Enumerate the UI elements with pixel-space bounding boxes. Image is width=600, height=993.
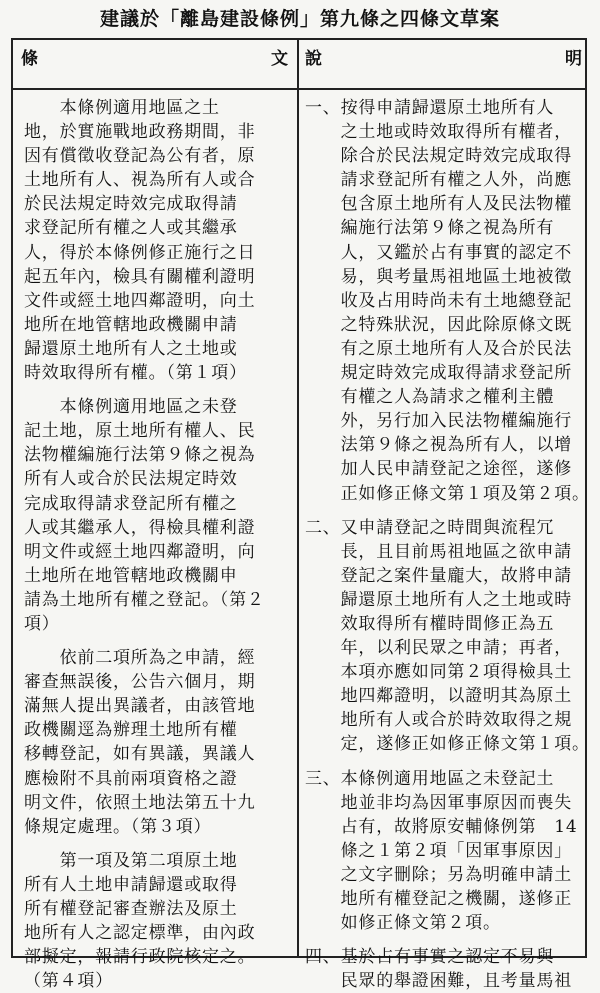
explanation-line: 地四鄰證明，以證明其為原土: [305, 686, 572, 707]
article-line: 明文件或經土地四鄰證明，向: [24, 541, 256, 562]
article-line: 明文件，依照土地法第五十九: [24, 792, 256, 813]
header-text: 文: [271, 49, 288, 69]
explanation-line: 歸還原土地所有人之土地或時: [305, 589, 572, 610]
article-line: 第一項及第二項原土地: [24, 850, 238, 871]
article-paragraph: [24, 395, 292, 636]
explanation-line: 除合於民法規定時效完成取得: [305, 146, 572, 167]
article-line: 地，於實施戰地政務期間，非: [24, 122, 256, 143]
explanation-line: 地所有權登記之機關，遂修正: [305, 889, 572, 909]
article-line: 條規定處理。（第３項）: [24, 816, 212, 837]
explanation-line: 長，且目前馬祖地區之欲申請: [305, 541, 572, 562]
article-line: 所有人土地申請歸還或取得: [24, 874, 238, 895]
explanation-line: 之文字刪除；另為明確申請土: [305, 864, 572, 885]
explanation-line: 定，遂修正如修正條文第１項。: [305, 734, 590, 755]
explanation-line: 地並非均為因軍事原因而喪失: [305, 792, 572, 813]
article-line: 本條例適用地區之土: [24, 98, 220, 118]
explanation-line: 本項亦應如同第２項得檢具土: [305, 662, 572, 683]
explanation-line: 年，以利民眾之申請；再者，: [305, 638, 572, 659]
explanation-line: 收及占用時尚未有土地總登記: [305, 290, 572, 311]
explanation-line: 三、本條例適用地區之未登記土: [305, 768, 555, 789]
explanation-line: 法第９條之視為所有人，以增: [305, 435, 572, 456]
article-line: 人，得於本條例修正施行之日: [24, 242, 256, 263]
explanation-item: [305, 516, 590, 757]
explanation-item: [305, 945, 585, 993]
explanation-line: 四、基於占有事實之認定不易與: [305, 947, 555, 968]
explanation-line: 易，與考量馬祖地區土地被徵: [305, 266, 572, 287]
explanation-line: 有之原土地所有人及合於民法: [305, 338, 572, 359]
article-text-column: [24, 96, 292, 993]
explanation-line: 條之１第２項「因軍事原因」: [305, 840, 572, 861]
article-paragraph: [24, 646, 292, 839]
article-line: 請為土地所有權之登記。（第２: [24, 589, 265, 610]
header-ming: 明: [565, 49, 582, 69]
article-line: 政機關逕為辦理土地所有權: [24, 720, 238, 741]
explanation-line: 外，另行加入民法物權編施行: [305, 411, 572, 432]
explanation-line: 有權之人為請求之權利主體: [305, 387, 555, 408]
article-line: 項）: [24, 613, 60, 634]
explanation-column: [305, 96, 590, 993]
article-line: 求登記所有權之人或其繼承: [24, 218, 238, 239]
article-line: 歸還原土地所有人之土地或: [24, 338, 238, 359]
explanation-line: 登記之案件量龐大，故將申請: [305, 565, 572, 586]
article-line: 法物權編施行法第９條之視為: [24, 445, 256, 466]
explanation-item: [305, 96, 590, 506]
document-title: 建議於「離島建設條例」第九條之四條文草案: [99, 8, 500, 30]
explanation-line: 編施行法第９條之視為所有: [305, 218, 555, 239]
explanation-line: 包含原土地所有人及民法物權: [305, 194, 572, 215]
explanation-line: 規定時效完成取得請求登記所: [305, 363, 572, 384]
article-line: 土地所有人、視為所有人或合: [24, 170, 256, 191]
article-line: 所有人或合於民法規定時效: [24, 469, 238, 490]
article-line: 文件或經土地四鄰證明，向土: [24, 290, 256, 311]
explanation-line: 之特殊狀況，因此除原條文既: [305, 314, 572, 335]
article-line: 地所有人之認定標準，由內政: [24, 923, 256, 944]
header-explain: 說: [305, 49, 322, 69]
explanation-line: 民眾的舉證困難，且考量馬祖: [305, 971, 572, 992]
article-line: 應檢附不具前兩項資格之證: [24, 768, 238, 789]
explanation-line: 占有，故將原安輔條例第 14: [305, 816, 578, 837]
article-line: 因有償徵收登記為公有者，原: [24, 146, 256, 167]
column-divider: [297, 40, 299, 956]
article-line: 地所在地管轄地政機關申請: [24, 314, 238, 335]
article-line: 部擬定，報請行政院核定之。: [24, 947, 256, 968]
explanation-item: [305, 767, 585, 936]
article-line: 本條例適用地區之未登: [24, 397, 238, 418]
explanation-line: 人，又鑑於占有事實的認定不: [305, 242, 572, 263]
explanation-line: 地所有人或合於時效取得之規: [305, 710, 572, 731]
article-line: 所有權登記審查辦法及原土: [24, 899, 238, 919]
article-line: 起五年內，檢具有關權利證明: [24, 266, 256, 287]
article-line: 移轉登記，如有異議，異議人: [24, 744, 256, 765]
explanation-line: 如修正條文第２項。: [305, 913, 501, 934]
explanation-line: 之土地或時效取得所有權者，: [305, 122, 572, 143]
article-line: 滿無人提出異議者，由該管地: [24, 696, 256, 717]
header-article: 條: [21, 49, 38, 69]
article-line: 人或其繼承人，得檢具權利證: [24, 517, 256, 538]
explanation-line: 請求登記所有權之人外，尚應: [305, 170, 572, 191]
article-line: 時效取得所有權。（第１項）: [24, 363, 247, 384]
article-line: 依前二項所為之申請，經: [24, 648, 256, 669]
article-line: 審查無誤後，公告六個月，期: [24, 672, 256, 693]
article-line: 土地所在地管轄地政機關申: [24, 565, 238, 586]
explanation-line: 正如修正條文第１項及第２項。: [305, 483, 590, 504]
article-line: 記土地，原土地所有權人、民: [24, 421, 256, 442]
article-line: 完成取得請求登記所有權之: [24, 493, 238, 514]
explanation-line: 二、又申請登記之時間與流程冗: [305, 517, 555, 538]
article-line: （第４項）: [24, 971, 113, 992]
article-line: 於民法規定時效完成取得請: [24, 194, 238, 215]
explanation-line: 一、按得申請歸還原土地所有人: [305, 98, 555, 118]
article-paragraph: [24, 849, 292, 993]
explanation-line: 效取得所有權時間修正為五: [305, 613, 555, 634]
explanation-line: 加人民申請登記之途徑，遂修: [305, 459, 572, 480]
article-paragraph: [24, 96, 292, 385]
table-header: [13, 40, 585, 90]
provision-table: [11, 38, 590, 992]
